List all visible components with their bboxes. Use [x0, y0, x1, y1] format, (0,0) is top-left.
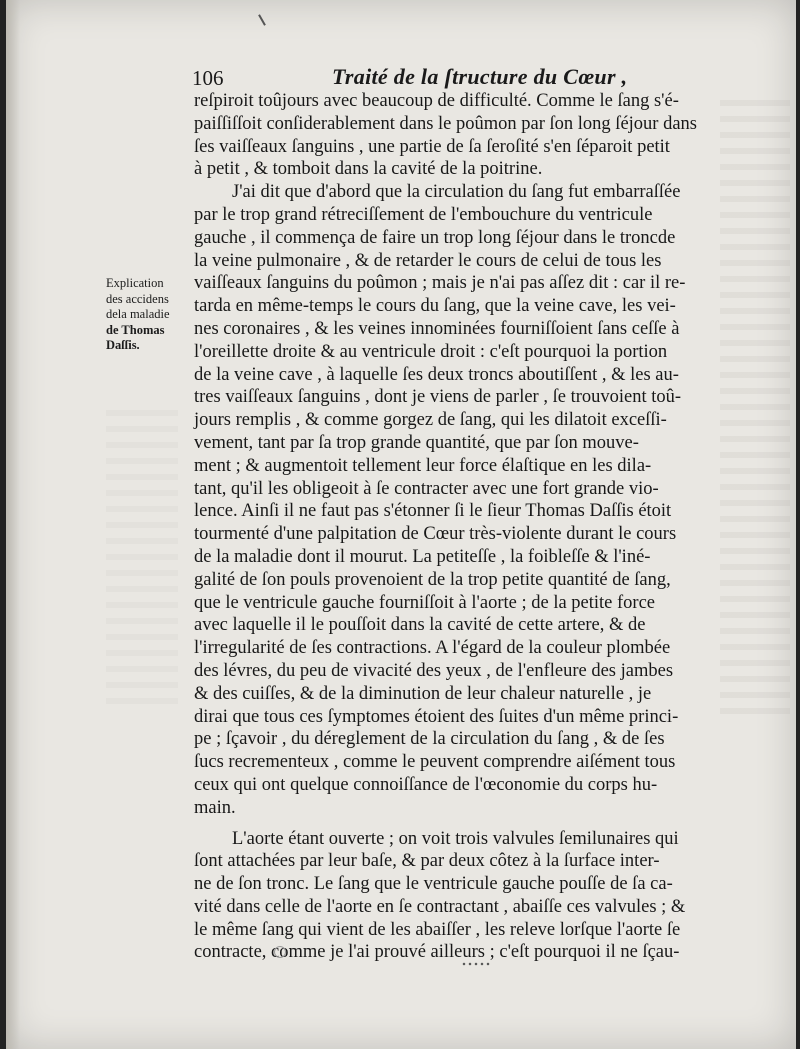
text-line: vement, tant par ſa trop grande quantité, que par ſon mouve- — [194, 432, 639, 453]
text-line: tant, qu'il les obligeoit à ſe contracter avec une fort grande vio- — [194, 478, 659, 499]
text-line: vité dans celle de l'aorte en ſe contractant , abaiſſe ces valvules ; & — [194, 896, 686, 917]
ink-mark — [258, 14, 266, 25]
text-line: J'ai dit que d'abord que la circulation du ſang fut embarraſſée — [232, 182, 681, 203]
text-line: gauche , il commença de faire un trop long ſéjour dans le troncde — [194, 227, 676, 248]
text-line: à petit , & tomboit dans la cavité de la poitrine. — [194, 159, 543, 180]
text-line: de la maladie dont il mourut. La petiteſſe , la foibleſſe & l'iné- — [194, 546, 651, 567]
text-line: la veine pulmonaire , & de retarder le cours de celui de tous les — [194, 250, 662, 271]
paragraph-gap — [194, 820, 764, 828]
text-line: ne de ſon tronc. Le ſang que le ventricule gauche pouſſe de ſa ca- — [194, 874, 673, 895]
text-line: le même ſang qui vient de les abaiſſer , les releve lorſque l'aorte ſe — [194, 919, 681, 940]
text-line: dirai que tous ces ſymptomes étoient des ſuites d'un même princi- — [194, 706, 679, 727]
text-line: paiſſiſſoit conſiderablement dans le poûmon par ſon long ſéjour dans — [194, 113, 697, 134]
text-line: reſpiroit toûjours avec beaucoup de difficulté. Comme le ſang s'é- — [194, 91, 679, 111]
margin-note-line: de Thomas — [106, 322, 165, 337]
page-number: 106 — [192, 66, 224, 90]
text-line: l'irregularité de ſes contractions. A l'égard de la couleur plombée — [194, 638, 671, 659]
text-line: jours remplis , & comme gorgez de ſang, qui les dilatoit exceſſi- — [194, 410, 667, 431]
paper-speck — [274, 946, 286, 958]
running-title: Traité de la ſtructure du Cœur , — [332, 64, 628, 89]
text-line: L'aorte étant ouverte ; on voit trois valvules ſemilunaires qui — [232, 828, 679, 849]
text-line: des lévres, du peu de vivacité des yeux , de l'enfleure des jambes — [194, 660, 674, 681]
text-line: que le ventricule gauche fourniſſoit à l'aorte ; de la petite force — [194, 592, 656, 613]
ink-dots — [461, 962, 491, 966]
text-line: tres vaiſſeaux ſanguins , dont je viens de parler , ſe trouvoient toû- — [194, 387, 682, 408]
book-page — [6, 0, 796, 1049]
margin-note — [106, 276, 192, 354]
margin-note-line: Explication — [106, 276, 164, 290]
text-line: lence. Ainſi il ne faut pas s'étonner ſi le ſieur Thomas Daſſis étoit — [194, 501, 672, 522]
text-line: main. — [194, 797, 236, 818]
text-line: avec laquelle il le pouſſoit dans la cavité de cette artere, & de — [194, 615, 646, 636]
text-line: ſont attachées par leur baſe, & par deux côtez à la ſurface inter- — [194, 851, 660, 872]
text-line: vaiſſeaux ſanguins du poûmon ; mais je n'ai pas aſſez dit : car il re- — [194, 273, 686, 294]
text-line: nes coronaires , & les veines innominées fourniſſoient ſans ceſſe à — [194, 318, 680, 339]
text-line: ſucs recrementeux , comme le peuvent comprendre aiſément tous — [194, 752, 676, 773]
text-line: ment ; & augmentoit tellement leur force élaſtique en les dila- — [194, 455, 652, 476]
text-line: galité de ſon pouls provenoient de la trop petite quantité de ſang, — [194, 569, 671, 590]
text-line: ceux qui ont quelque connoiſſance de l'œconomie du corps hu- — [194, 774, 658, 795]
margin-note-line: des accidens — [106, 291, 169, 306]
body-text — [194, 90, 764, 964]
text-line: de la veine cave , à laquelle ſes deux troncs aboutiſſent , & les au- — [194, 364, 679, 385]
margin-note-line: dela maladie — [106, 307, 170, 321]
page-gutter-shadow — [6, 0, 20, 1049]
text-line: ſes vaiſſeaux ſanguins , une partie de ſa ſeroſité s'en ſéparoit petit — [194, 136, 670, 157]
text-line: l'oreillette droite & au ventricule droit : c'eſt pourquoi la portion — [194, 341, 668, 362]
margin-note-line: Daſſis. — [106, 338, 140, 352]
text-line: pe ; ſçavoir , du déreglement de la circulation du ſang , & de ſes — [194, 729, 665, 750]
text-line: contracte, comme je l'ai prouvé ailleurs ; c'eſt pourquoi il ne ſçau- — [194, 942, 680, 963]
text-line: & des cuiſſes, & de la diminution de leur chaleur naturelle , je — [194, 683, 652, 704]
text-line: tourmenté d'une palpitation de Cœur très-violente durant le cours — [194, 524, 677, 545]
text-line: tarda en même-temps le cours du ſang, que la veine cave, les vei- — [194, 296, 676, 317]
text-line: par le trop grand rétreciſſement de l'embouchure du ventricule — [194, 204, 653, 225]
show-through-text-left — [106, 410, 178, 710]
